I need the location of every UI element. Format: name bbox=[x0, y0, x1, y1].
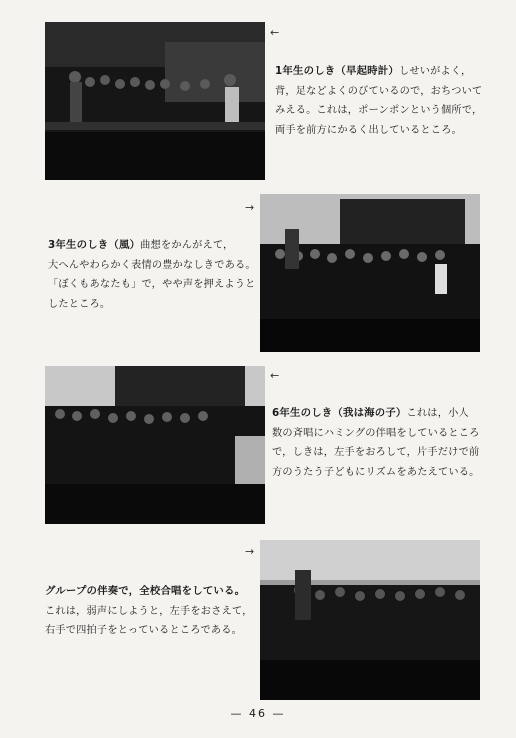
caption-line: 1年生のしき（早起時計）しせいがよく， bbox=[275, 65, 472, 77]
arrow-left-3: ← bbox=[270, 369, 280, 382]
arrow-right-2: → bbox=[245, 201, 255, 214]
caption-third-grade bbox=[48, 236, 258, 314]
arrow-left-1: ← bbox=[270, 26, 280, 39]
page-number: — 46 — bbox=[230, 707, 286, 720]
caption-line bbox=[45, 582, 260, 602]
caption-school-chorus bbox=[45, 582, 260, 641]
caption-line: 大へんやわらかく表情の豊かなしきである。 bbox=[48, 259, 256, 271]
caption-line: 背，足などよくのびているので，おちついて bbox=[275, 85, 483, 97]
caption-line: 右手で四拍子をとっているところである。 bbox=[45, 625, 243, 636]
arrow-right-4: → bbox=[245, 545, 255, 558]
caption-line: 方のうたう子どもにリズムをあたえている。 bbox=[272, 466, 480, 478]
photo-third-grade-conducting bbox=[260, 194, 480, 352]
caption-line: みえる。これは，ポーンポンという個所で， bbox=[275, 105, 483, 116]
caption-first-grade bbox=[275, 62, 505, 140]
caption-sixth-grade bbox=[272, 404, 508, 482]
photo-school-chorus bbox=[260, 540, 480, 700]
caption-line: これは，弱声にしようと，左手をおさえて， bbox=[45, 605, 253, 617]
caption-line: 「ぼくもあなたも」で，やや声を押えようと bbox=[48, 279, 256, 290]
caption-title: グループの伴奏で，全校合唱をしている。 bbox=[45, 585, 246, 597]
caption-title: 6年生のしき（我は海の子） bbox=[272, 407, 407, 419]
photo-first-grade-conducting bbox=[45, 22, 265, 180]
caption-line: 両手を前方にかるく出しているところ。 bbox=[275, 124, 462, 136]
caption-title: 1年生のしき（早起時計） bbox=[275, 65, 399, 77]
caption-line: 数の斉唱にハミングの伴唱をしているところ bbox=[272, 427, 480, 439]
caption-line: 3年生のしき（風）曲想をかんがえて， bbox=[48, 239, 234, 251]
caption-line: で，しきは，左手をおろして，片手だけで前 bbox=[272, 447, 480, 458]
caption-title: 3年生のしき（風） bbox=[48, 239, 141, 251]
caption-line: したところ。 bbox=[48, 298, 111, 310]
caption-line: 6年生のしき（我は海の子）これは，小人 bbox=[272, 407, 469, 419]
photo-sixth-grade-conducting bbox=[45, 366, 265, 524]
